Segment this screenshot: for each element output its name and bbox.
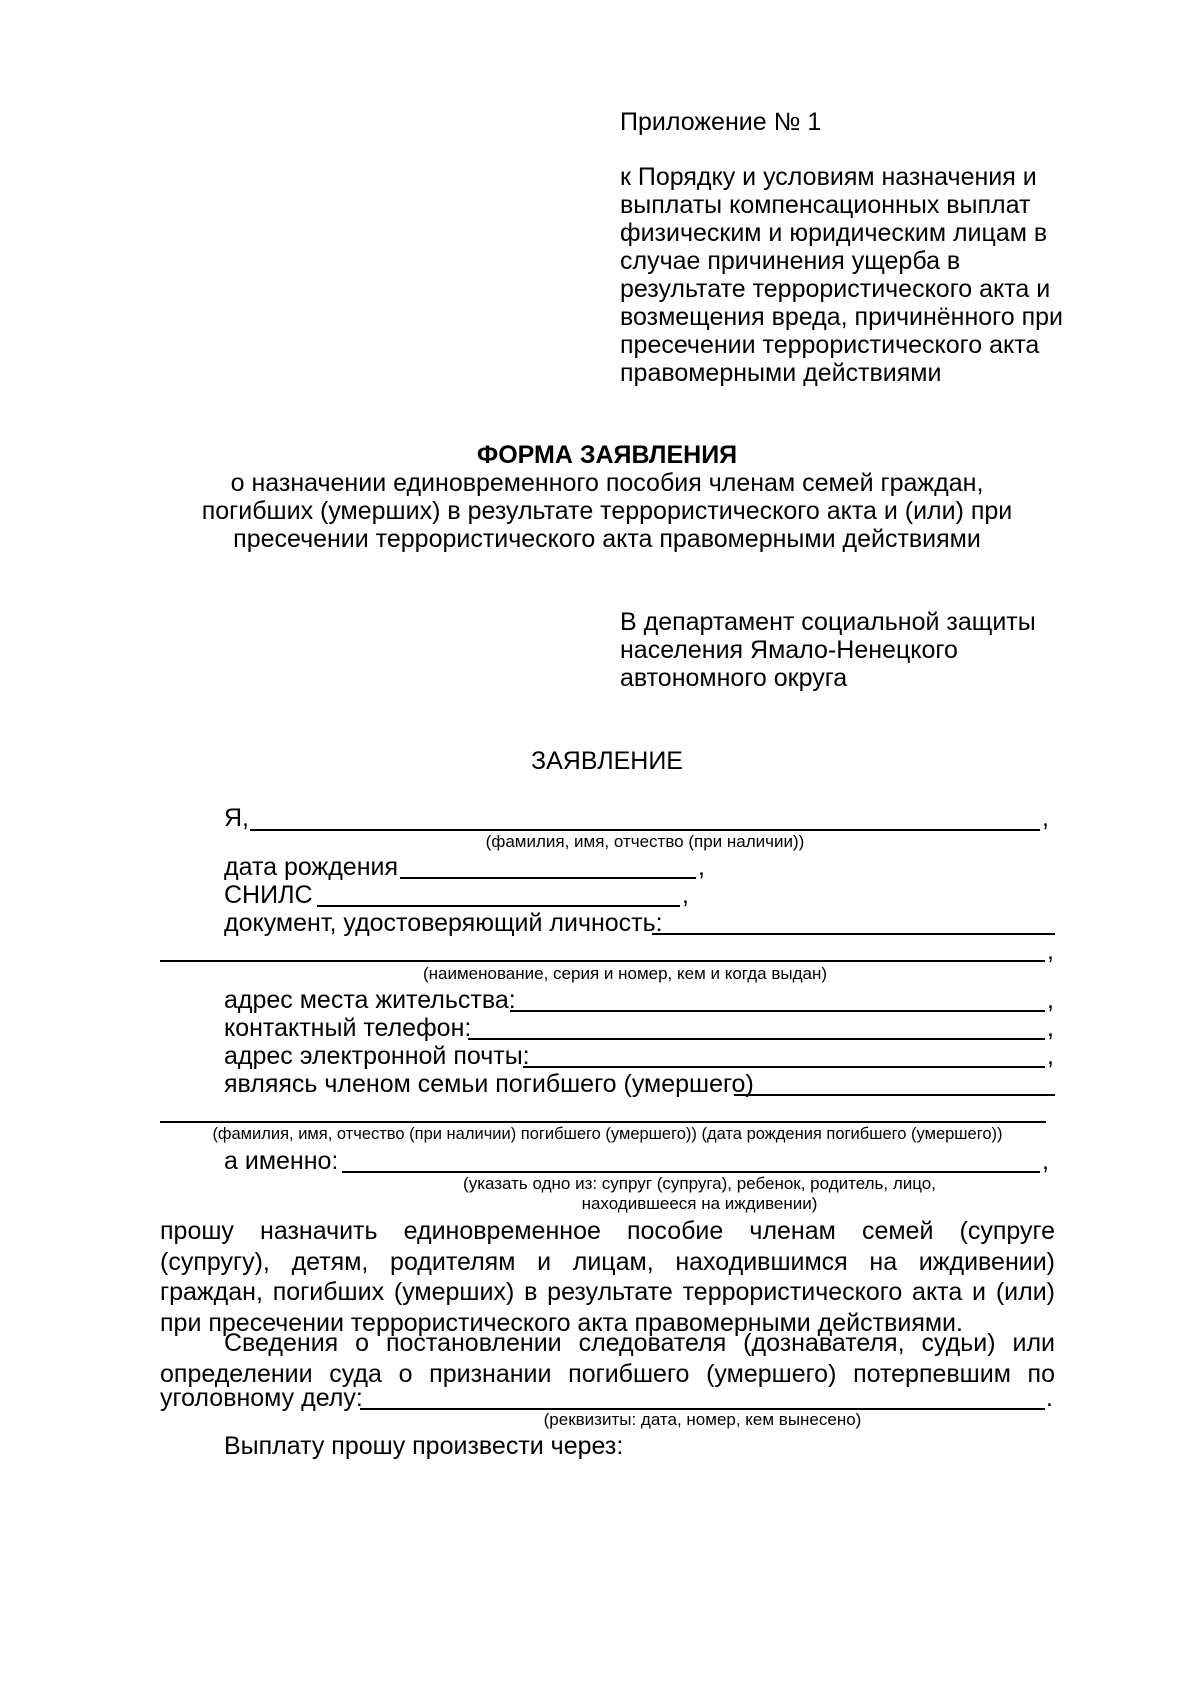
comma: , bbox=[1047, 1014, 1054, 1042]
snils-label: СНИЛС bbox=[224, 881, 313, 909]
statement-title: ЗАЯВЛЕНИЕ bbox=[530, 747, 683, 775]
phone-label: контактный телефон: bbox=[224, 1014, 472, 1042]
request-paragraph: прошу назначить единовременное пособие членам семей (супруге (супругу), детям, родителям и лицам, находившимся на иждивении) граждан, погибших (умерших) в результате террористического акта и (или) при пресечении террористического акта правомерными действиями. bbox=[160, 1217, 1055, 1337]
id-document-label: документ, удостоверяющий личность: bbox=[224, 909, 663, 937]
period: . bbox=[1046, 1384, 1053, 1412]
relation-hint: (указать одно из: супруг (супруга), ребенок, родитель, лицо, bbox=[463, 1174, 936, 1193]
namely-label: а именно: bbox=[224, 1147, 339, 1175]
comma: , bbox=[1047, 986, 1054, 1014]
email-label: адрес электронной почты: bbox=[224, 1042, 530, 1070]
comma: , bbox=[1042, 804, 1049, 832]
email-field[interactable] bbox=[523, 1066, 1045, 1068]
comma: , bbox=[1047, 937, 1054, 965]
deceased-field[interactable] bbox=[734, 1094, 1055, 1096]
ya-label: Я, bbox=[224, 804, 249, 832]
comma: , bbox=[698, 853, 705, 881]
addressee-line: автономного округа bbox=[620, 664, 848, 692]
appendix-title: Приложение № 1 bbox=[620, 108, 822, 136]
comma: , bbox=[682, 881, 689, 909]
family-member-label: являясь членом семьи погибшего (умершего) bbox=[224, 1070, 754, 1098]
appendix-line: результате террористического акта и bbox=[620, 275, 1051, 303]
form-subtitle-line: о назначении единовременного пособия членам семей граждан, bbox=[230, 469, 984, 497]
id-document-field[interactable] bbox=[652, 933, 1055, 935]
case-details-hint: (реквизиты: дата, номер, кем вынесено) bbox=[543, 1410, 862, 1429]
fio-hint: (фамилия, имя, отчество (при наличии)) bbox=[485, 832, 805, 851]
relation-field[interactable] bbox=[342, 1171, 1040, 1173]
id-document-hint: (наименование, серия и номер, кем и когда выдан) bbox=[422, 964, 827, 983]
comma: , bbox=[1042, 1147, 1049, 1175]
birth-date-label: дата рождения bbox=[224, 853, 399, 881]
relation-hint: находившееся на иждивении) bbox=[581, 1194, 818, 1213]
comma: , bbox=[1047, 1042, 1054, 1070]
addressee-line: населения Ямало-Ненецкого bbox=[620, 636, 958, 664]
criminal-case-label: уголовному делу: bbox=[160, 1384, 363, 1412]
address-field[interactable] bbox=[510, 1010, 1045, 1012]
birth-date-field[interactable] bbox=[400, 877, 696, 879]
appendix-line: случае причинения ущерба в bbox=[620, 247, 961, 275]
id-document-field-cont[interactable] bbox=[160, 960, 1045, 962]
fio-field[interactable] bbox=[250, 829, 1040, 831]
addressee-line: В департамент социальной защиты bbox=[620, 608, 1036, 636]
snils-field[interactable] bbox=[317, 905, 680, 907]
appendix-line: выплаты компенсационных выплат bbox=[620, 191, 1031, 219]
phone-field[interactable] bbox=[468, 1038, 1045, 1040]
deceased-field-cont[interactable] bbox=[160, 1121, 1046, 1123]
appendix-line: к Порядку и условиям назначения и bbox=[620, 163, 1037, 191]
investigation-paragraph: Сведения о постановлении следователя (дознавателя, судьи) или определении суда о признании погибшего (умершего) потерпевшим по bbox=[160, 1329, 1055, 1388]
form-subtitle-line: пресечении террористического акта правомерными действиями bbox=[233, 525, 981, 553]
deceased-hint: (фамилия, имя, отчество (при наличии) погибшего (умершего)) (дата рождения погибшего (умершего)) bbox=[212, 1125, 1003, 1143]
appendix-line: возмещения вреда, причинённого при bbox=[620, 303, 1063, 331]
form-subtitle-line: погибших (умерших) в результате террористического акта и (или) при bbox=[201, 497, 1013, 525]
payment-label: Выплату прошу произвести через: bbox=[224, 1432, 624, 1460]
form-heading: ФОРМА ЗАЯВЛЕНИЯ bbox=[476, 441, 738, 469]
address-label: адрес места жительства: bbox=[224, 986, 516, 1014]
appendix-line: физическим и юридическим лицам в bbox=[620, 219, 1048, 247]
appendix-line: пресечении террористического акта bbox=[620, 331, 1040, 359]
appendix-line: правомерными действиями bbox=[620, 359, 942, 387]
